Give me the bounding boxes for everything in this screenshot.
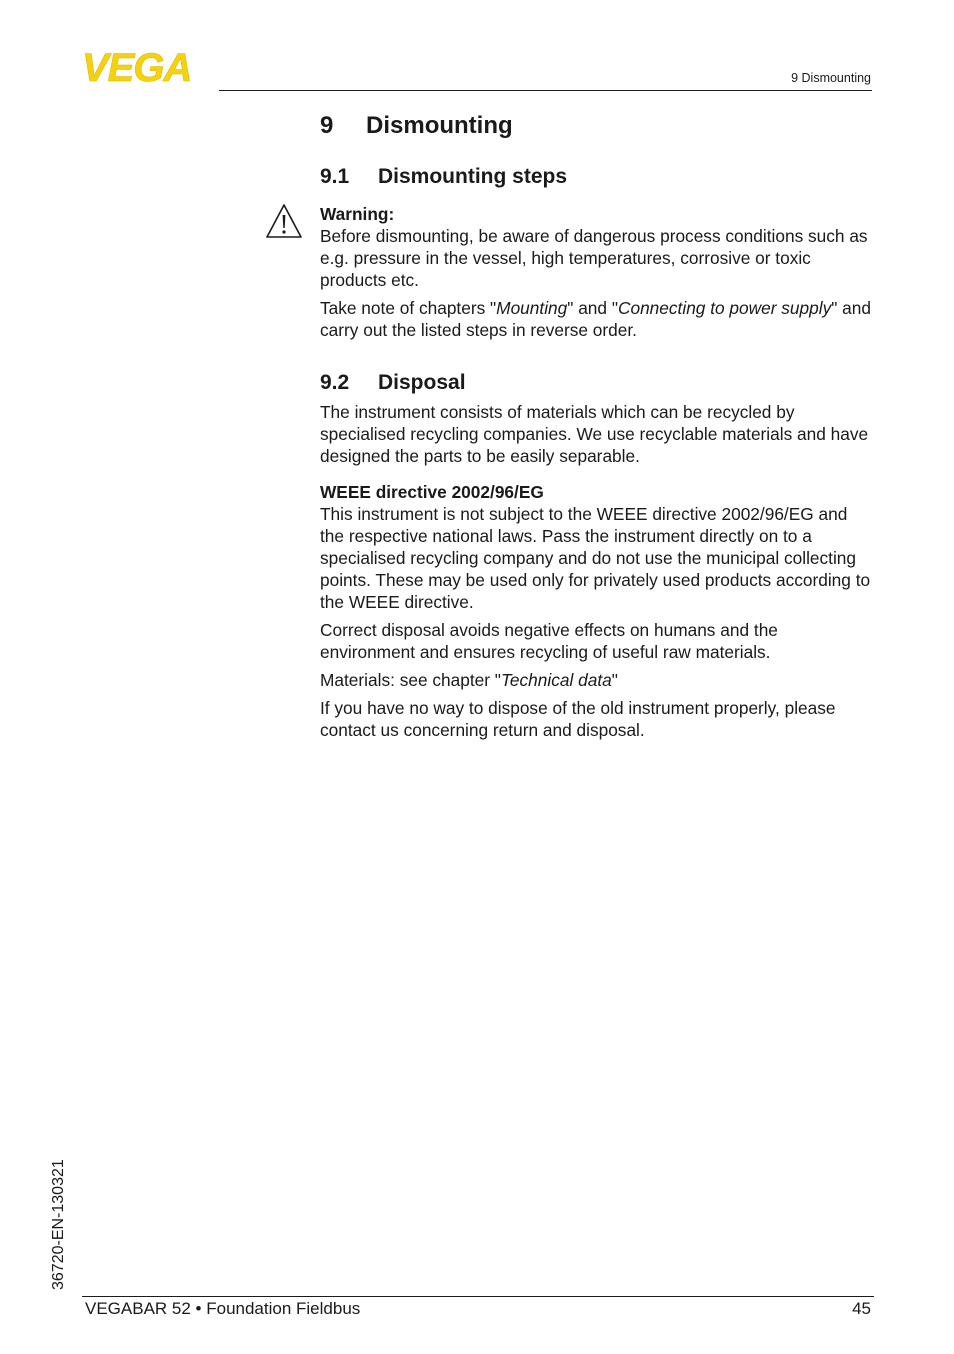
ref-connecting: Connecting to power supply (617, 298, 832, 318)
note-mid: " and " (567, 298, 618, 318)
warning-block (320, 203, 875, 291)
disposal-intro: The instrument consists of materials which can be recycled by specialised recycling companies. We use recyclable materials and have designed the parts to be easily separable. (320, 402, 869, 466)
chapter-title: Dismounting (366, 112, 513, 139)
footer-product: VEGABAR 52 • Foundation Fieldbus (85, 1299, 361, 1318)
ref-technical-data: Technical data (500, 670, 612, 690)
header-divider (219, 90, 872, 91)
correct-disposal-text: Correct disposal avoids negative effects on humans and the environment and ensures recycling of useful raw materials. (320, 620, 778, 662)
weee-text: This instrument is not subject to the WEEE directive 2002/96/EG and the respective national laws. Pass the instrument directly on to a specialised recycling company and do not use the municipal collecting points. These may be used only for privately used products according to the WEEE directive. (320, 504, 871, 612)
footer-divider (82, 1296, 874, 1297)
warning-triangle-icon (265, 203, 303, 239)
section-title: Disposal (378, 371, 466, 394)
warning-label: Warning: (320, 204, 395, 224)
section-heading-disposal (320, 369, 875, 397)
warning-text: Before dismounting, be aware of dangerous process conditions such as e.g. pressure in the vessel, high temperatures, corrosive or toxic products etc. (320, 226, 868, 290)
document-number: 36720-EN-130321 (50, 1159, 67, 1290)
section-heading-dismounting-steps (320, 163, 875, 191)
contact-text: If you have no way to dispose of the old instrument properly, please contact us concerning return and disposal. (320, 698, 836, 740)
running-header: 9 Dismounting (791, 71, 871, 85)
section-title: Dismounting steps (378, 165, 568, 188)
page-number: 45 (852, 1299, 871, 1318)
note-prefix: Take note of chapters " (320, 298, 497, 318)
weee-heading: WEEE directive 2002/96/EG (320, 482, 544, 502)
section-number: 9.2 (320, 371, 350, 394)
main-content (320, 110, 875, 747)
note-suffix: " and carry out the listed steps in reverse order. (320, 298, 872, 340)
materials-note (320, 669, 875, 691)
chapter-heading (320, 110, 875, 142)
section-number: 9.1 (320, 165, 350, 188)
ref-mounting: Mounting (496, 298, 568, 318)
materials-prefix: Materials: see chapter " (320, 670, 501, 690)
reverse-steps-note (320, 297, 875, 341)
logo-text: VEGA (82, 50, 192, 84)
chapter-number: 9 (320, 112, 334, 139)
materials-suffix: " (611, 670, 618, 690)
vega-logo (82, 50, 212, 84)
